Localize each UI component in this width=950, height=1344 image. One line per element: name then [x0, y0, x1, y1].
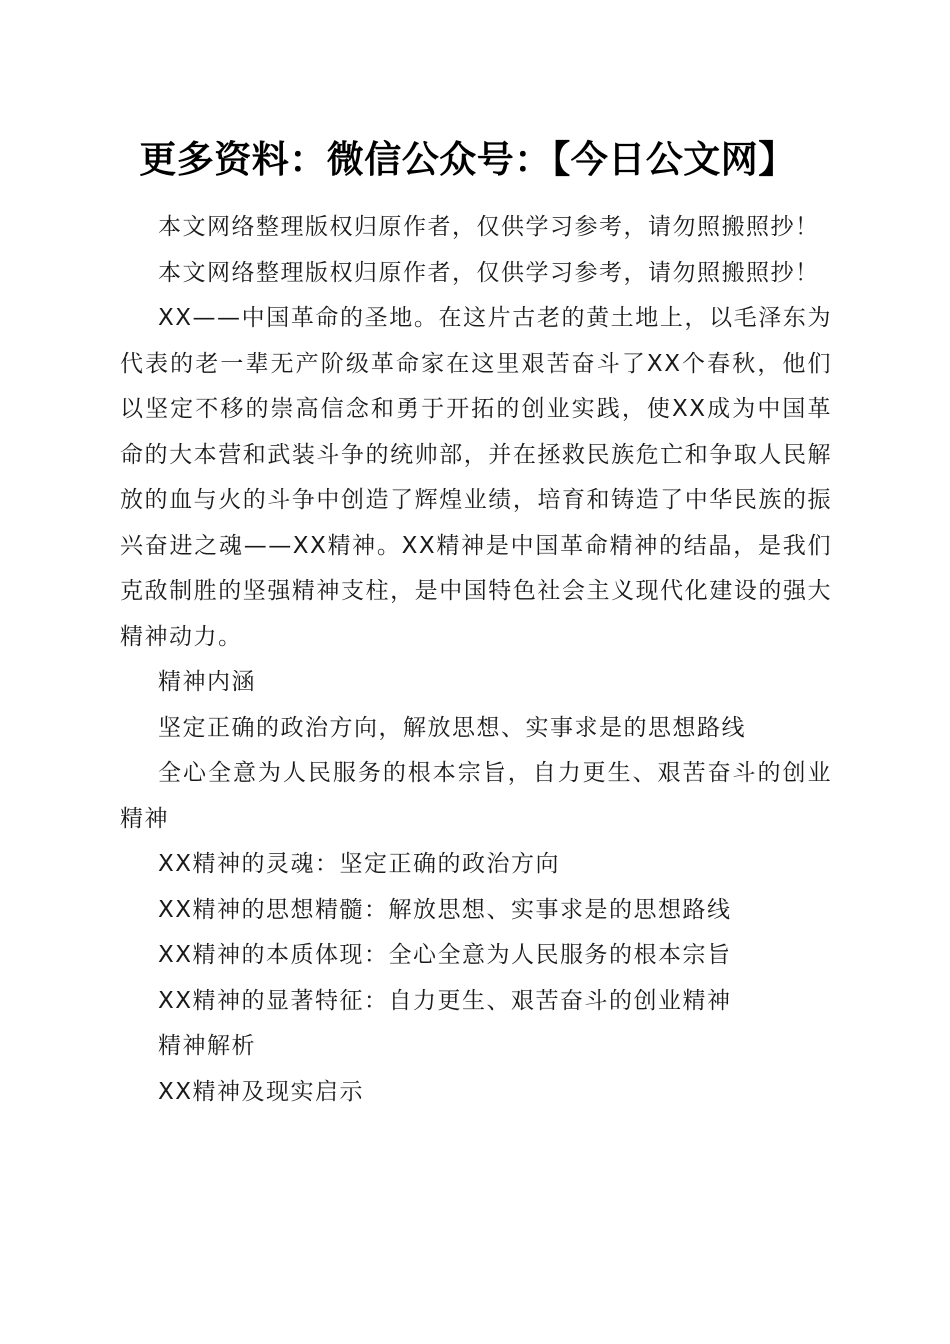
content-line: 坚定正确的政治方向，解放思想、实事求是的思想路线 — [158, 714, 746, 741]
intro-paragraph: XX——中国革命的圣地。在这片古老的黄土地上，以毛泽东为代表的老一辈无产阶级革命家在这里艰苦奋斗了XX个春秋，他们以坚定不移的崇高信念和勇于开拓的创业实践，使XX成为中国革命的大本营和武装斗争的统帅部，并在拯救民族危亡和争取人民解放的血与火的斗争中创造了辉煌业绩，培育和铸造了中华民族的振兴奋进之魂——XX精神。XX精神是中国革命精神的结晶，是我们克敌制胜的坚强精神支柱，是中国特色社会主义现代化建设的强大精神动力。 — [120, 305, 832, 650]
copyright-notice: 本文网络整理版权归原作者，仅供学习参考，请勿照搬照抄！ — [158, 214, 820, 240]
section-heading: 精神解析 — [158, 1033, 256, 1059]
document-body — [120, 205, 832, 1115]
section-heading: 精神内涵 — [158, 669, 256, 695]
content-line: XX精神的本质体现：全心全意为人民服务的根本宗旨 — [158, 942, 732, 968]
content-line: XX精神及现实启示 — [158, 1078, 365, 1105]
copyright-notice: 本文网络整理版权归原作者，仅供学习参考，请勿照搬照抄！ — [158, 259, 820, 286]
content-line: XX精神的显著特征：自力更生、艰苦奋斗的创业精神 — [158, 987, 732, 1014]
content-line: XX精神的思想精髓：解放思想、实事求是的思想路线 — [158, 896, 732, 923]
content-line: XX精神的灵魂：坚定正确的政治方向 — [158, 851, 561, 877]
content-line: 全心全意为人民服务的根本宗旨，自力更生、艰苦奋斗的创业精神 — [120, 760, 832, 832]
document-title: 更多资料：微信公众号：【今日公文网】 — [139, 137, 796, 181]
